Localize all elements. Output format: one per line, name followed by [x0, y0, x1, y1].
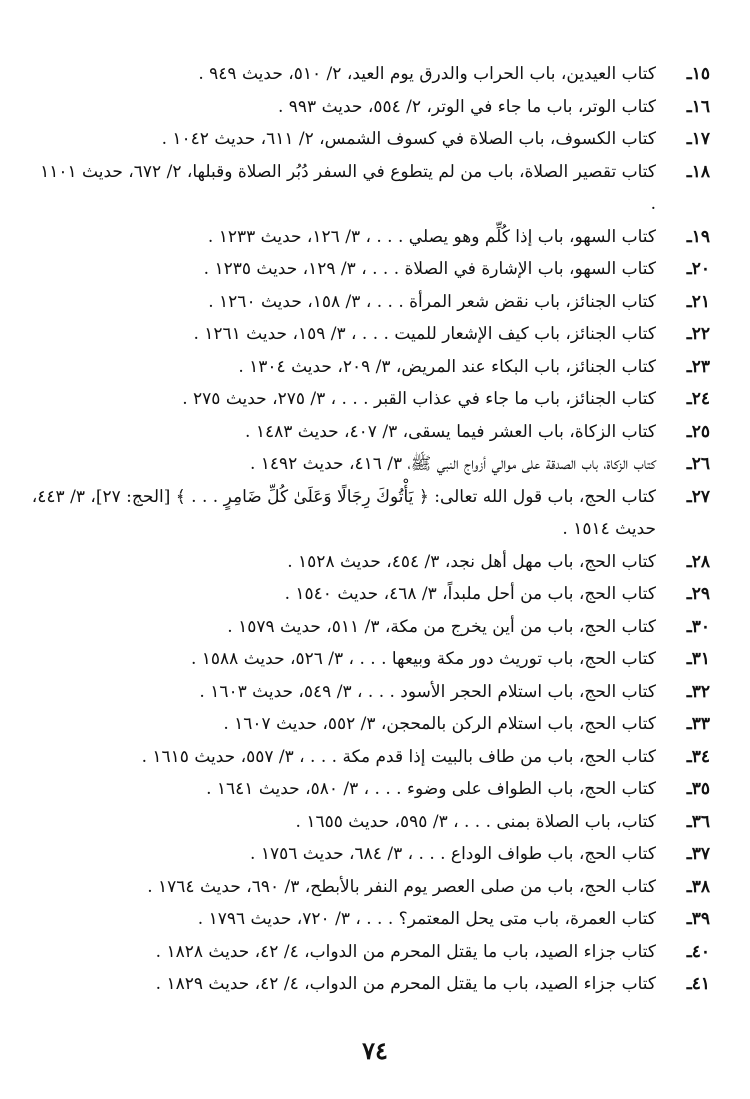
entry-number: ٢٤ـ	[686, 389, 710, 409]
list-item	[30, 968, 710, 1001]
entry-citation: كتاب الوتر، باب ما جاء في الوتر، ٢/ ٥٥٤، حديث ٩٩٣ .	[277, 96, 656, 117]
entry-number: ٣٢ـ	[686, 681, 710, 702]
entry-citation: كتاب، باب الصلاة بمنى . . . ، ٣/ ٥٩٥، حديث ١٦٥٥ .	[295, 811, 656, 832]
entry-number: ٢٩ـ	[686, 584, 710, 604]
entry-citation: كتاب الحج، باب قول الله تعالى: ﴿ يَأْتُوكَ رِجَالًا وَعَلَىٰ كُلِّ ضَامِرٍ . . . ﴾ [الحج: ٢٧]، ٣/ ٤٤٣، حديث ١٥١٤ .	[31, 486, 656, 539]
entry-citation: كتاب تقصير الصلاة، باب من لم يتطوع في السفر دُبُر الصلاة وقبلها، ٢/ ٦٧٢، حديث ١١٠١ .	[40, 161, 656, 214]
list-item	[30, 838, 710, 871]
entry-number: ٢٨ـ	[686, 551, 710, 572]
entry-citation: كتاب الحج، باب مهل أهل نجد، ٣/ ٤٥٤، حديث ١٥٢٨ .	[287, 551, 656, 572]
list-item	[30, 741, 710, 774]
entry-citation: كتاب الجنائز، باب البكاء عند المريض، ٣/ ٢٠٩، حديث ١٣٠٤ .	[238, 356, 656, 377]
entry-citation: كتاب الحج، باب استلام الركن بالمحجن، ٣/ ٥٥٢، حديث ١٦٠٧ .	[223, 714, 656, 734]
entry-citation: كتاب الحج، باب الطواف على وضوء . . . ، ٣/ ٥٨٠، حديث ١٦٤١ .	[206, 779, 656, 799]
list-item	[30, 936, 710, 969]
entry-citation: كتاب جزاء الصيد، باب ما يقتل المحرم من الدواب، ٤/ ٤٢، حديث ١٨٢٩ .	[155, 974, 656, 994]
entry-number: ٣١ـ	[686, 649, 710, 669]
entry-number: ١٧ـ	[686, 129, 710, 149]
entry-citation: كتاب جزاء الصيد، باب ما يقتل المحرم من الدواب، ٤/ ٤٢، حديث ١٨٢٨ .	[155, 941, 656, 962]
list-item	[30, 351, 710, 384]
entry-number: ١٥ـ	[686, 64, 710, 84]
list-item	[30, 806, 710, 839]
entry-number: ٢٠ـ	[686, 259, 710, 279]
entry-citation: كتاب الجنائز، باب كيف الإشعار للميت . . . ، ٣/ ١٥٩، حديث ١٢٦١ .	[193, 324, 656, 344]
list-item	[30, 253, 710, 286]
list-item	[30, 91, 710, 124]
entry-number: ٣٩ـ	[686, 909, 710, 929]
entry-number: ١٩ـ	[686, 226, 710, 247]
entry-number: ١٦ـ	[686, 96, 710, 117]
entry-number: ٢١ـ	[686, 291, 710, 312]
entry-citation: كتاب الحج، باب استلام الحجر الأسود . . . ، ٣/ ٥٤٩، حديث ١٦٠٣ .	[199, 681, 656, 702]
list-item	[30, 903, 710, 936]
list-item	[30, 611, 710, 644]
entry-citation: كتاب العيدين، باب الحراب والدرق يوم العيد، ٢/ ٥١٠، حديث ٩٤٩ .	[198, 64, 656, 84]
entry-citation: كتاب العمرة، باب متى يحل المعتمر؟ . . . ، ٣/ ٧٢٠، حديث ١٧٩٦ .	[197, 909, 656, 929]
entry-number: ١٨ـ	[686, 161, 710, 182]
list-item	[30, 416, 710, 449]
entry-citation: كتاب الزكاة، باب العشر فيما يسقى، ٣/ ٤٠٧، حديث ١٤٨٣ .	[245, 421, 656, 442]
list-item	[30, 318, 710, 351]
entry-citation: كتاب الحج، باب توريث دور مكة وبيعها . . . ، ٣/ ٥٢٦، حديث ١٥٨٨ .	[190, 649, 656, 669]
list-item	[30, 383, 710, 416]
entry-number: ٣٧ـ	[686, 844, 710, 864]
entry-citation: كتاب الزكاة، باب الصدقة على موالي أزواج النبي ﷺ، ٣/ ٤١٦، حديث ١٤٩٢ .	[249, 454, 656, 474]
entry-number: ٢٣ـ	[686, 356, 710, 377]
entry-number: ٢٢ـ	[686, 324, 710, 344]
entry-citation: كتاب السهو، باب إذا كُلِّم وهو يصلي . . . ، ٣/ ١٢٦، حديث ١٢٣٣ .	[207, 226, 656, 247]
list-item	[30, 448, 710, 481]
entry-citation: كتاب الجنائز، باب نقض شعر المرأة . . . ، ٣/ ١٥٨، حديث ١٢٦٠ .	[208, 291, 656, 312]
entry-citation: كتاب الجنائز، باب ما جاء في عذاب القبر . . . ، ٣/ ٢٧٥، حديث ٢٧٥ .	[182, 389, 656, 409]
entry-number: ٣٨ـ	[686, 876, 710, 897]
list-item	[30, 676, 710, 709]
list-item	[30, 546, 710, 579]
entry-citation: كتاب الحج، باب من صلى العصر يوم النفر بالأبطح، ٣/ ٦٩٠، حديث ١٧٦٤ .	[147, 876, 656, 897]
list-item	[30, 708, 710, 741]
entry-citation: كتاب الحج، باب من طاف بالبيت إذا قدم مكة . . . ، ٣/ ٥٥٧، حديث ١٦١٥ .	[141, 746, 656, 767]
list-item	[30, 221, 710, 254]
entry-number: ٣٥ـ	[686, 779, 710, 799]
entry-number: ٤٠ـ	[686, 941, 710, 962]
list-item	[30, 578, 710, 611]
list-item	[30, 773, 710, 806]
list-item	[30, 123, 710, 156]
entry-number: ٣٠ـ	[686, 616, 710, 637]
entry-number: ٣٣ـ	[686, 714, 710, 734]
list-item	[30, 156, 710, 221]
reference-list	[30, 58, 710, 1001]
entry-number: ٢٦ـ	[686, 454, 710, 474]
entry-number: ٣٦ـ	[686, 811, 710, 832]
page-number: ٧٤	[362, 1036, 388, 1065]
entry-number: ٤١ـ	[686, 974, 710, 994]
list-item	[30, 58, 710, 91]
list-item	[30, 481, 710, 546]
entry-citation: كتاب الحج، باب من أين يخرج من مكة، ٣/ ٥١١، حديث ١٥٧٩ .	[227, 616, 656, 637]
list-item	[30, 286, 710, 319]
entry-citation: كتاب السهو، باب الإشارة في الصلاة . . . ، ٣/ ١٢٩، حديث ١٢٣٥ .	[203, 259, 656, 279]
entry-citation: كتاب الكسوف، باب الصلاة في كسوف الشمس، ٢/ ٦١١، حديث ١٠٤٢ .	[161, 129, 656, 149]
entry-citation: كتاب الحج، باب طواف الوداع . . . ، ٣/ ٦٨٤، حديث ١٧٥٦ .	[250, 844, 656, 864]
entry-number: ٢٧ـ	[686, 486, 710, 507]
list-item	[30, 643, 710, 676]
entry-number: ٢٥ـ	[686, 421, 710, 442]
list-item	[30, 871, 710, 904]
entry-number: ٣٤ـ	[686, 746, 710, 767]
entry-citation: كتاب الحج، باب من أحل ملبداً، ٣/ ٤٦٨، حديث ١٥٤٠ .	[284, 584, 656, 604]
